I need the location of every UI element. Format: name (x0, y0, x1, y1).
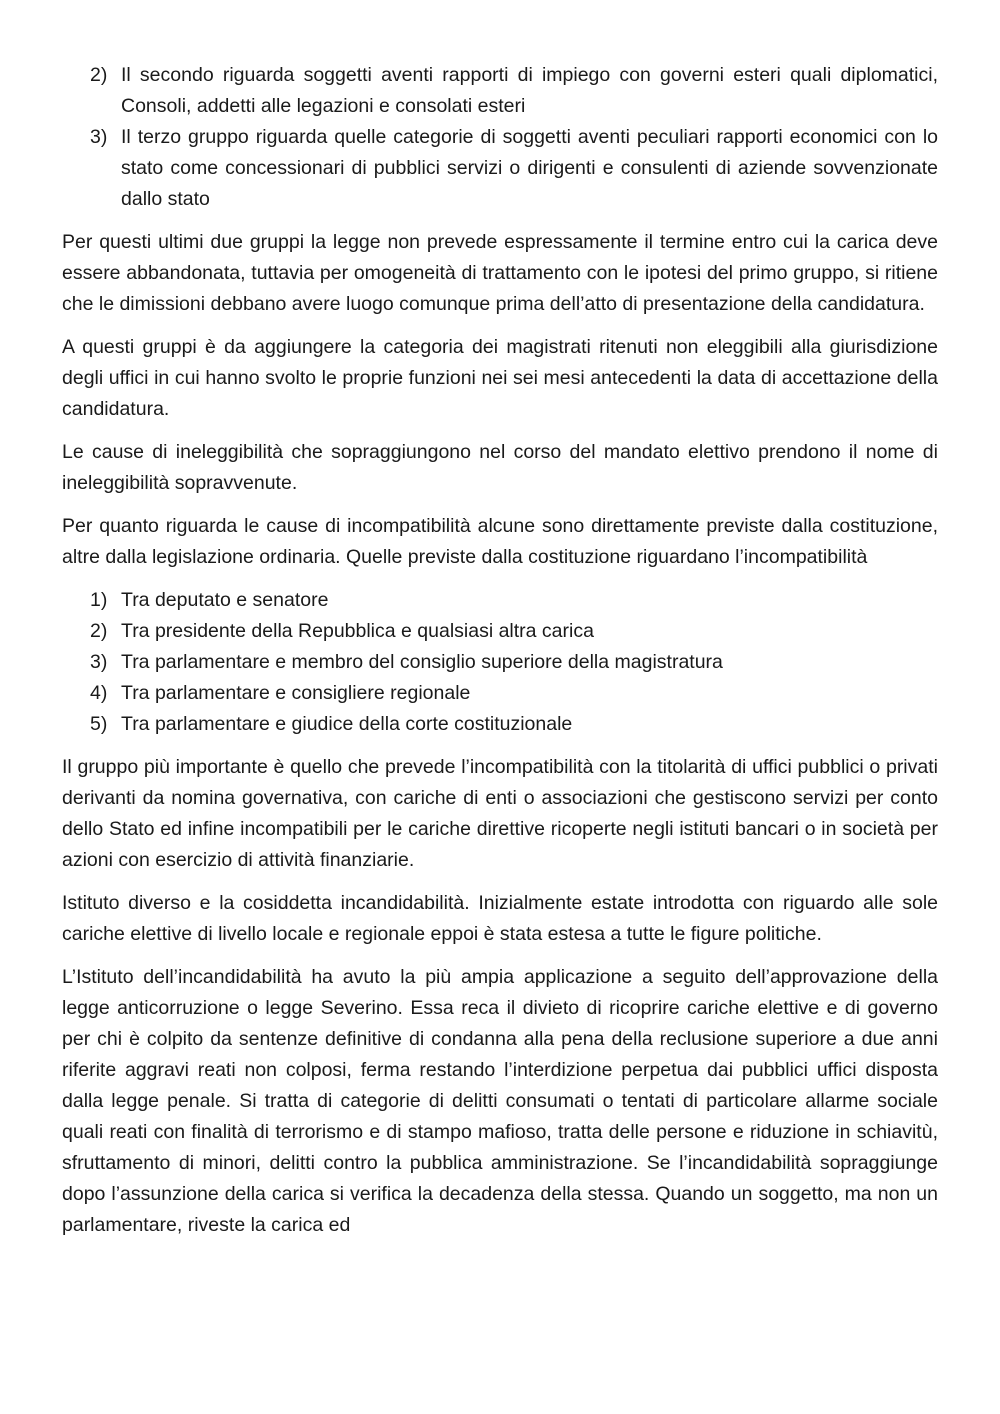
paragraph: Per questi ultimi due gruppi la legge non prevede espressamente il termine entro cui la carica deve essere abbandonata, tuttavia per omogeneità di trattamento con le ipotesi del primo gruppo, si ritiene che le dimissioni debbano avere luogo comunque prima dell’atto di presentazione della candidatura. (62, 231, 938, 315)
list-item (62, 122, 938, 215)
list-number: 1) (90, 589, 108, 611)
paragraph: Il gruppo più importante è quello che prevede l’incompatibilità con la titolarità di uffici pubblici o privati derivanti da nomina governativa, con cariche di enti o associazioni che gestiscono servizi per conto dello Stato ed infine incompatibili per le cariche direttive ricoperte negli istituti bancari o in società per azioni con esercizio di attività finanziarie. (62, 756, 938, 871)
list-item (62, 585, 938, 616)
list-item (62, 678, 938, 709)
list-item (62, 709, 938, 740)
paragraph: Per quanto riguarda le cause di incompatibilità alcune sono direttamente previste dalla costituzione, altre dalla legislazione ordinaria. Quelle previste dalla costituzione riguardano l’incompatibilità (62, 515, 938, 568)
list-text: Tra parlamentare e membro del consiglio superiore della magistratura (121, 651, 723, 673)
paragraph: Istituto diverso e la cosiddetta incandidabilità. Inizialmente estate introdotta con riguardo alle sole cariche elettive di livello locale e regionale eppoi è stata estesa a tutte le figure politiche. (62, 892, 938, 945)
list-item (62, 60, 938, 122)
list-number: 3) (90, 651, 108, 673)
list-item (62, 616, 938, 647)
list-text: Tra parlamentare e giudice della corte costituzionale (121, 713, 573, 735)
list-text: Tra presidente della Repubblica e qualsiasi altra carica (121, 620, 594, 642)
list-text: Il terzo gruppo riguarda quelle categorie di soggetti aventi peculiari rapporti economici con lo stato come concessionari di pubblici servizi o dirigenti e consulenti di aziende sovvenzionate dallo stato (121, 126, 938, 210)
list-number: 4) (90, 682, 108, 704)
list-text: Tra deputato e senatore (121, 589, 329, 611)
list-text: Tra parlamentare e consigliere regionale (121, 682, 471, 704)
list-number: 2) (90, 620, 108, 642)
paragraph: L’Istituto dell’incandidabilità ha avuto la più ampia applicazione a seguito dell’approvazione della legge anticorruzione o legge Severino. Essa reca il divieto di ricoprire cariche elettive e di governo per chi è colpito da sentenze definitive di condanna alla pena della reclusione superiore a due anni riferite aggravi reati non colposi, ferma restando l’interdizione perpetua dai pubblici uffici disposta dalla legge penale. Si tratta di categorie di delitti consumati o tentati di particolare allarme sociale quali reati con finalità di terrorismo e di stampo mafioso, tratta delle persone e riduzione in schiavitù, sfruttamento di minori, delitti contro la pubblica amministrazione. Se l’incandidabilità sopraggiunge dopo l’assunzione della carica si verifica la decadenza della stessa. Quando un soggetto, ma non un parlamentare, riveste la carica ed (62, 966, 938, 1236)
list-number: 3) (90, 126, 108, 148)
list-number: 5) (90, 713, 108, 735)
numbered-list-groups (62, 60, 938, 215)
numbered-list-incompatibility (62, 585, 938, 740)
list-item (62, 647, 938, 678)
paragraph: Le cause di ineleggibilità che sopraggiungono nel corso del mandato elettivo prendono il nome di ineleggibilità sopravvenute. (62, 441, 938, 494)
list-number: 2) (90, 64, 108, 86)
list-text: Il secondo riguarda soggetti aventi rapporti di impiego con governi esteri quali diplomatici, Consoli, addetti alle legazioni e consolati esteri (121, 64, 938, 117)
paragraph: A questi gruppi è da aggiungere la categoria dei magistrati ritenuti non eleggibili alla giurisdizione degli uffici in cui hanno svolto le proprie funzioni nei sei mesi antecedenti la data di accettazione della candidatura. (62, 336, 938, 420)
